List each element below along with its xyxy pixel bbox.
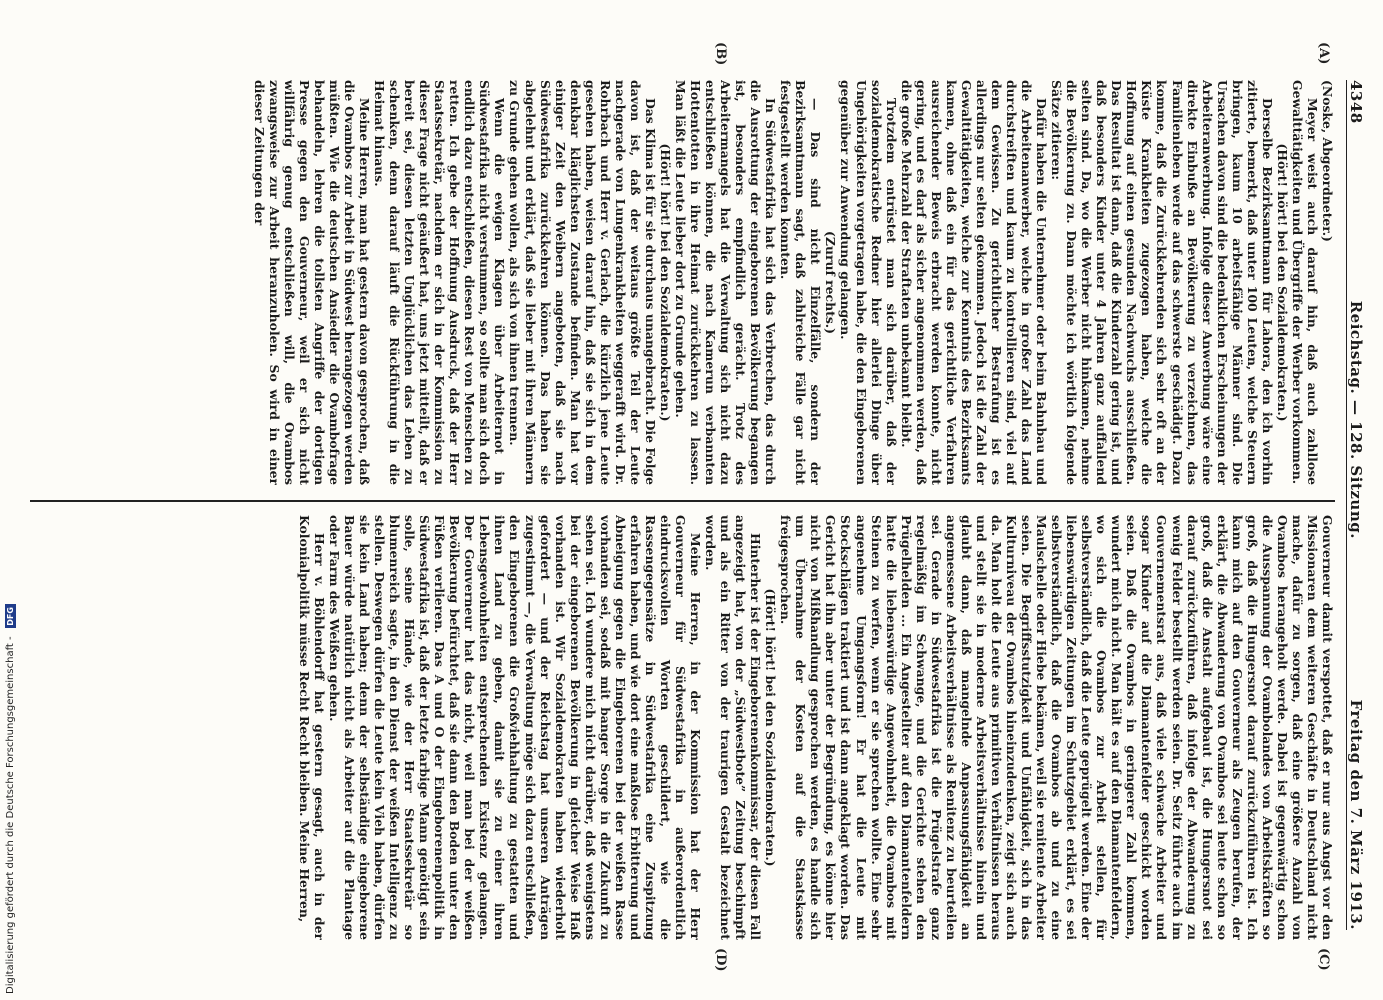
paragraph: — Das sind nicht Einzelfälle, sondern der Bezirksamtmann sagt, daß zahlreiche Fälle gar nicht festgestellt werden konnten. [778, 80, 824, 485]
right-text-column [30, 515, 1335, 940]
paragraph: Herr v. Böhlendorff hat gestern gesagt, auch in der Kolonialpolitik müsse Recht Recht bleiben. Meine Herren, [296, 515, 327, 940]
digitization-credit [4, 14, 16, 994]
paragraph: Meine Herren, man hat gestern davon gesprochen, daß die Ovambos zur Arbeit in Südwest herangezogen werden müßten. Wie die deutschen Ansiedler die Ovambofrage behandeln, lehren die tollsten Angriffe der dortigen Presse gegen den Gouverneur, weil er sich nicht willfährig genug entschließen will, die Ovambos zwangsweise zur Arbeit heranzuholen. So wird in einer dieser Zeitungen der [251, 80, 372, 485]
margin-mark-c: (C) [1316, 948, 1331, 971]
page-number: 4348 [1347, 80, 1365, 124]
paragraph: Meine Herren, in der Kommission hat der Herr Gouverneur für Südwestafrika in außerordentlich eindrucksvollen Worten geschildert, wie die Rassengegensätze in Südwestafrika eine Zuspitzung erfahren haben, und wie dort eine maßlose Erbitterung und Abneigung gegen die Eingeborenen bei der weißen Rasse vorhanden sei, sodaß mit banger Sorge in die Zukunft zu sehen sei. Ich wundere mich nicht darüber, daß wenigstens bei der eingeborenen Bevölkerung in gleicher Weise Haß vorhanden ist. Wir Sozialdemokraten haben wiederholt gefordert — und der Reichstag hat unseren Anträgen zugestimmt —, die Verwaltung möge sich dazu entschließen, den Eingeborenen die Großviehhaltung zu gestatten und ihnen Land zu geben, damit sie zu einer ihren Lebensgewohnheiten entsprechenden Existenz gelangen. Der Gouverneur hat das nicht, weil man bei der weißen Bevölkerung befürchtet, daß sie dann den Boden unter den Füßen verlieren. Das A und O der Eingeborenenpolitik in Südwestafrika ist, daß der letzte farbige Mann genötigt sein solle, seine Hände, wie der Herr Staatssekretär so blumenreich sagte, in den Dienst der weißen Intelligenz zu stellen. Deswegen dürfen die Leute kein Vieh haben, dürfen sie kein Land haben; denn der selbständige eingeborene Bauer würde natürlich nicht als Arbeiter auf die Plantage oder Farm des Weißen gehen. [326, 515, 704, 940]
paragraph: (Noske, Abgeordneter.) [1320, 80, 1335, 242]
column-divider [30, 500, 1335, 502]
interjection: (Zuruf rechts.) [823, 231, 839, 334]
dfg-logo: DFG [5, 604, 16, 628]
header-title: Reichstag. — 128. Sitzung. [1347, 300, 1365, 539]
paragraph: Hinterher ist der Eingeborenenkommissar, der diesen Fall angezeigt hat, von der „Südwestbote” Zeitung beschimpft und als ein Ritter von der traurigen Gestalt bezeichnet worden. [703, 515, 764, 940]
paragraph: Meyer weist auch darauf hin, daß auch zahllose Gewalttätigkeiten und Übergriffe der Werber vorkommen. [1289, 80, 1320, 485]
paragraph: Derselbe Bezirksamtmann für Lahora, den ich vorhin zitierte, bemerkt, daß unter 100 Leuten, welche Steuern bringen, kaum 10 arbeitsfähige Männer sind. Die Ursachen davon sind die bedenklichen Erscheinungen der Arbeiteranwerbung. Infolge dieser Anwerbung wäre eine direkte Einbuße an Bevölkerung zu verzeichnen, das Familienleben werde auf das schwerste geschädigt. Dazu komme, daß die Zurückkehrenden sich sehr oft an der Küste Krankheiten zugezogen haben, welche die Hoffnung auf einen gesunden Nachwuchs ausschließen. Das Resultat ist dann, daß die Kinderzahl gering ist, und daß besonders Kinder unter 4 Jahren ganz auffallend selten sind. Da, wo die Werber nicht hinkamen, nehme die Bevölkerung zu. Dann möchte ich wörtlich folgende Sätze zitieren: [1049, 80, 1275, 485]
paragraph: Gouverneur damit verspottet, daß er nur aus Angst vor den Missionaren dem weiteren Geschäfte in Deutschland nicht mache, dafür zu sorgen, daß eine größere Anzahl von Ovambos herangeholt werde. Dabei ist gegenwärtig schon die Ausspannung der Ovambolandes von Arbeitskräften so groß, daß die Hungersnot darauf zurückzuführen ist. Ich kann mich auf den Gouverneur als Zeugen berufen, der erklärt, die Abwanderung von Ovambos sei heute schon so groß, daß die Anstalt aufgebaut ist, die Hungersnot sei darauf zurückzuführen, daß infolge der Abwanderung zu wenig Felder bestellt werden seien. Dr. Seitz führte auch im Gouvernementsrat aus, daß viele schwache Arbeiter und sogar Kinder auf die Diamantenfelder geschickt worden seien. Daß die Ovambos in geringerer Zahl kommen, wundert mich nicht. Man hält es auf den Diamantenfeldern, wo sich die Ovambos zur Arbeit stellen, für selbstverständlich, daß die Leute geprügelt werden. Eine der liebenswürdigen Zeitungen im Schutzgebiet erklärt, es sei selbstverständlich, daß die Ovambos ab und zu eine Maulschelle oder Hiebe bekämen, weil sie renitente Arbeiter seien. Die Begriffsstutzigkeit und Unfähigkeit, sich in das Kulturniveau der Ovambos hineinzudenken, zeigt sich auch da. Man holt die Leute aus primitiven Verhältnissen heraus und stellt sie in moderne Arbeitsverhältnisse hinein und glaubt dann, daß mangelnde Anpassungsfähigkeit an angemessene Arbeitsverhältnisse als Renitenz zu beurteilen sei. Gerade in Südwestafrika ist die Prügelstrafe ganz regelmäßig im Schwange, und die Gerichte stehen den Prügelhelden ... Ein Angestellter auf den Diamantenfeldern hatte die liebenswürdige Angewohnheit, die Ovambos mit Steinen zu werfen, wenn er sie sprechen wollte. Eine sehr angenehme Umgangsform! Er hat die Leute mit Stockschlägen traktiert und ist dann angeklagt worden. Das Gericht hat ihn aber unter der Begründung, es könne hier nicht von Mißhandlung gesprochen werden, es handle sich um Übernahme der Kosten auf die Staatskasse freigesprochen. [778, 515, 1335, 940]
paragraph: In Südwestafrika hat sich das Verbrechen, das durch die Ausrottung der eingeborenen Bevölkerung begangen ist, besonders empfindlich gerächt. Trotz des Arbeitermangels hat die Verwaltung sich nicht dazu entschließen können, die nach Kamerun verbannten Hottentotten in ihre Heimat zurückkehren zu lassen. Man läßt die Leute lieber dort zu Grunde gehen. [672, 80, 779, 485]
interjection: (Hört! hört! bei den Sozialdemokraten.) [763, 588, 779, 867]
paragraph: Das Klima ist für sie durchaus unangebracht. Die Folge davon ist, daß der weitaus größte Teil der Leute nachgerade von Lungenkrankheiten weggerafft wird. Dr. Rohrbach und Herr v. Gerlach, die kürzlich jene Leute gesehen haben, weisen darauf hin, daß sie sich in dem denkbar kläglichsten Zustande befinden. Man hat vor einiger Zeit den Weibern angeboten, daß sie nach Südwestafrika zurückkehren können. Das haben sie abgelehnt und erklärt, daß sie lieber mit ihren Männern zu Grunde gehen wollen, als sich von ihnen trennen. [507, 80, 658, 485]
paragraph: Trotzdem entrüstet man sich darüber, daß der sozialdemokratische Redner hier allerlei Dinge über Ungehörigkeiten vorgetragen habe, die den Eingeborenen gegenüber zur Anwendung gelangen. [838, 80, 899, 485]
page-header [1346, 80, 1373, 930]
margin-mark-b: (B) [713, 42, 728, 66]
left-text-column [30, 80, 1335, 485]
margin-mark-d: (D) [713, 948, 728, 972]
quotation: Dafür haben die Unternehmer oder beim Bahnbau und die Arbeitenanwerber, welche in großer Zahl das Land durchstreiften und kaum zu kontrollieren sind, viel auf dem Gewissen. Zu gerichtlicher Bestrafung ist es allerdings nur selten gekommen. Jedoch ist die Zahl der Gewalttätigkeiten, welche zur Kenntnis des Bezirksamts kamen, ohne daß ein für das gerichtliche Verfahren ausreichender Beweis erbracht werden konnte, nicht gering, und es darf als sicher angenommen werden, daß die große Mehrzahl der Straftaten unbekannt bleibt. [898, 80, 1050, 485]
header-date: Freitag den 7. März 1913. [1347, 699, 1365, 930]
margin-mark-a: (A) [1316, 42, 1331, 65]
credit-text: Digitalisierung gefördert durch die Deutsche Forschungsgemeinschaft - [4, 636, 16, 994]
interjection: (Hört! hört! bei den Sozialdemokraten.) [657, 143, 673, 422]
interjection: (Hört! hört! bei den Sozialdemokraten.) [1274, 143, 1290, 422]
paragraph: Wenn die ewigen Klagen über Arbeiternot in Südwestafrika nicht verstummen, so sollte man sich doch endlich dazu entschließen, diesen Rest von Menschen zu retten. Ich gebe der Hoffnung Ausdruck, daß der Herr Staatssekretär, nachdem er sich in der Kommission zu dieser Frage nicht geäußert hat, uns jetzt mitteilt, daß er bereit sei, diesen letzten Unglücklichen das Leben zu schenken, denn darauf läuft die Rückführung in die Heimat hinaus. [372, 80, 508, 485]
